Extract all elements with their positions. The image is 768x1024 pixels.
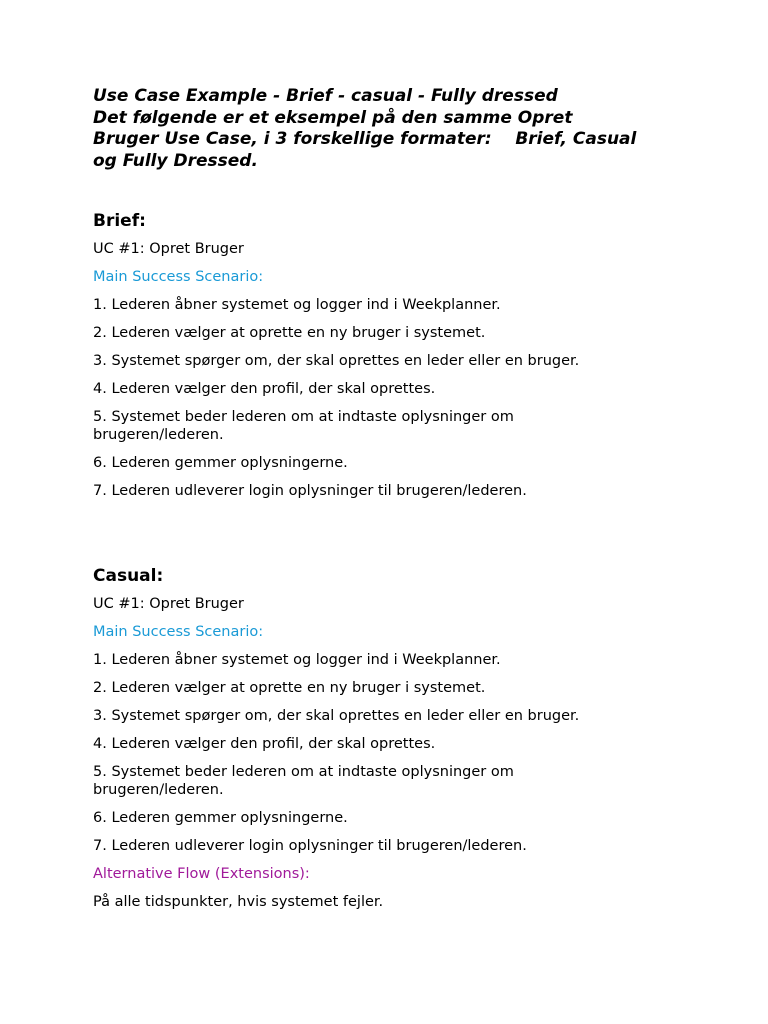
casual-alt-flow-label: Alternative Flow (Extensions): — [93, 866, 310, 882]
title-line: Det følgende er et eksempel på den samme Opret — [93, 107, 573, 128]
casual-alt-flow-text: På alle tidspunkter, hvis systemet fejler. — [93, 894, 384, 910]
brief-uc-title: UC #1: Opret Bruger — [93, 241, 244, 257]
casual-step: 6. Lederen gemmer oplysningerne. — [93, 810, 348, 826]
brief-step: 1. Lederen åbner systemet og logger ind i Weekplanner. — [93, 297, 501, 313]
brief-heading: Brief: — [93, 211, 146, 231]
brief-step: 6. Lederen gemmer oplysningerne. — [93, 455, 348, 471]
brief-step-continuation: brugeren/lederen. — [93, 427, 224, 443]
casual-step: 3. Systemet spørger om, der skal oprettes en leder eller en bruger. — [93, 708, 580, 724]
brief-step: 3. Systemet spørger om, der skal oprettes en leder eller en bruger. — [93, 353, 580, 369]
title-line: Use Case Example - Brief - casual - Fully dressed — [93, 86, 558, 106]
casual-step: 4. Lederen vælger den profil, der skal oprettes. — [93, 736, 436, 752]
casual-step: 5. Systemet beder lederen om at indtaste oplysninger om — [93, 764, 514, 780]
casual-section — [93, 565, 693, 911]
brief-section — [93, 210, 693, 500]
brief-step: 7. Lederen udleverer login oplysninger til brugeren/lederen. — [93, 483, 527, 499]
brief-step: 2. Lederen vælger at oprette en ny bruger i systemet. — [93, 325, 486, 341]
title-line: Bruger Use Case, i 3 forskellige formater: Brief, Casual — [93, 129, 637, 149]
casual-step: 1. Lederen åbner systemet og logger ind i Weekplanner. — [93, 652, 501, 668]
document-title — [93, 86, 693, 172]
brief-scenario-label: Main Success Scenario: — [93, 269, 264, 285]
casual-heading: Casual: — [93, 566, 164, 586]
casual-scenario-label: Main Success Scenario: — [93, 624, 264, 640]
title-line: og Fully Dressed. — [93, 150, 258, 171]
casual-step: 7. Lederen udleverer login oplysninger til brugeren/lederen. — [93, 838, 527, 854]
brief-step: 4. Lederen vælger den profil, der skal oprettes. — [93, 381, 436, 397]
casual-step: 2. Lederen vælger at oprette en ny bruger i systemet. — [93, 680, 486, 696]
document-page — [93, 86, 693, 911]
casual-uc-title: UC #1: Opret Bruger — [93, 596, 244, 612]
casual-step-continuation: brugeren/lederen. — [93, 782, 224, 798]
brief-step: 5. Systemet beder lederen om at indtaste oplysninger om — [93, 409, 514, 425]
